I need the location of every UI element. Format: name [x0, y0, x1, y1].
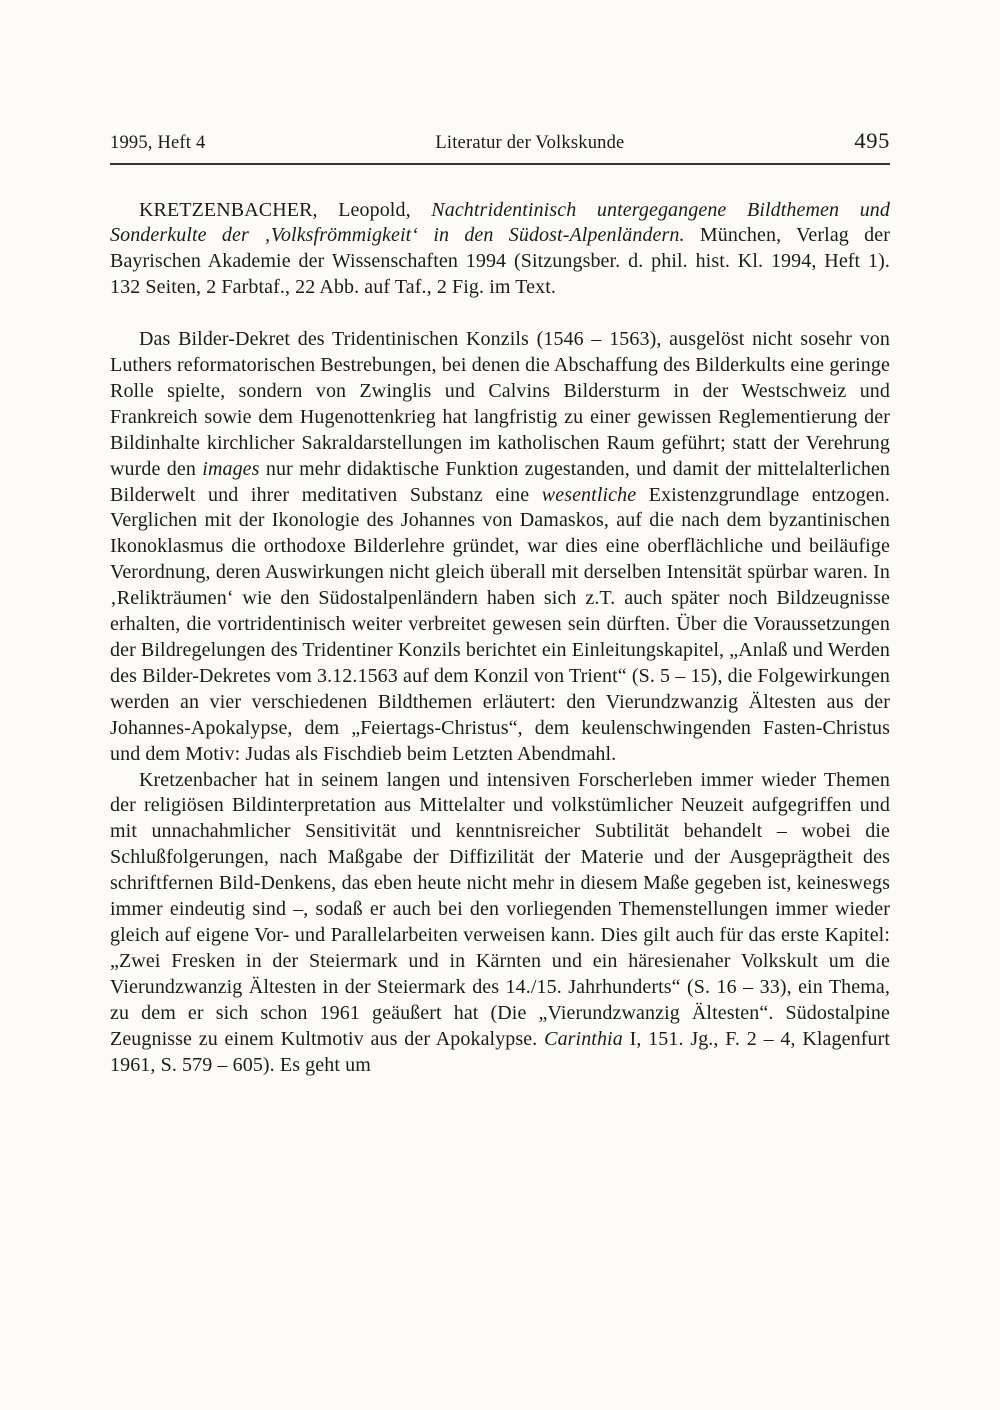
- review-text-block: [110, 198, 890, 1079]
- header-rule: [110, 163, 890, 165]
- text-run: München, Verlag der Bayrischen Akademie der Wissenschaften 1994 (Sitzungsber. d. phil. hist. Kl. 1994, Heft 1). 132 Seiten, 2 Farbtaf., 22 Abb. auf Taf., 2 Fig. im Text.: [110, 224, 890, 299]
- review-body-paragraph-2: [110, 768, 890, 1079]
- page-content: [110, 130, 890, 1078]
- text-run: Existenzgrundlage entzogen. Verglichen mit der Ikonologie des Johannes von Damaskos, auf die nach dem byzantinischen Ikonoklasmus die orthodoxe Bilderlehre gründet, war dies eine oberflächliche und beiläufige Verordnung, deren Auswirkungen nicht gleich überall mit derselben Intensität spürbar waren. In ‚Relikträumen‘ wie den Südostalpenländern haben sich z.T. auch später noch Bildzeugnisse erhalten, die vortridentinisch weiter verbreitet gewesen sein dürften. Über die Voraussetzungen der Bildregelungen des Tridentiner Konzils berichtet ein Einleitungskapitel, „Anlaß und Werden des Bilder-Dekretes vom 3.12.1563 auf dem Konzil von Trient“ (S. 5 – 15), die Folgewirkungen werden an vier verschiedenen Bildthemen erläutert: den Vierundzwanzig Ältesten aus der Johannes-Apokalypse, dem „Feiertags-Christus“, dem keulenschwingenden Fasten-Christus und dem Motiv: Judas als Fischdieb beim Letzten Abendmahl.: [110, 483, 891, 765]
- review-body-paragraph-1: [110, 327, 890, 767]
- journal-section-title: Literatur der Volkskunde: [435, 133, 625, 153]
- italic-text-run: Nachtridentinisch untergegangene Bildthemen und Sonderkulte der ‚Volksfrömmigkeit‘ in den Südost-Alpenländern.: [110, 198, 890, 247]
- bibliography-paragraph: [110, 198, 890, 302]
- running-header: [110, 130, 890, 153]
- text-run: nur mehr didaktische Funktion zugestanden, und damit der mittelalterlichen Bilderwelt und ihrer meditativen Substanz eine: [110, 457, 890, 506]
- italic-text-run: Carinthia: [544, 1027, 623, 1050]
- italic-text-run: images: [202, 457, 260, 480]
- text-run: Kretzenbacher hat in seinem langen und intensiven Forscherleben immer wieder Themen der religiösen Bildinterpretation aus Mittelalter und volkstümlicher Neuzeit aufgegriffen und mit unnachahmlicher Sensitivität und kenntnisreicher Subtilität behandelt – wobei die Schlußfolgerungen, nach Maßgabe der Diffizilität der Materie und der Ausgeprägtheit des schriftfernen Bild-Denkens, das eben heute nicht mehr in diesem Maße gegeben ist, keineswegs immer eindeutig sind –, sodaß er auch bei den vorliegenden Themenstellungen immer wieder gleich auf eigene Vor- und Parallelarbeiten verweisen kann. Dies gilt auch für das erste Kapitel: „Zwei Fresken in der Steiermark und in Kärnten und ein häresienaher Volkskult um die Vierundzwanzig Ältesten in der Steiermark des 14./15. Jahrhunderts“ (S. 16 – 33), ein Thema, zu dem er sich schon 1961 geäußert hat (Die „Vierundzwanzig Ältesten“. Südostalpine Zeugnisse zu einem Kultmotiv aus der Apokalypse.: [110, 768, 890, 1050]
- text-run: Das Bilder-Dekret des Tridentinischen Konzils (1546 – 1563), ausgelöst nicht sosehr von Luthers reformatorischen Bestrebungen, bei denen die Abschaffung des Bilderkults eine geringe Rolle spielte, sondern von Zwinglis und Calvins Bildersturm in der Westschweiz und Frankreich sowie dem Hugenottenkrieg hat langfristig zu einer gewissen Reglementierung der Bildinhalte kirchlicher Sakraldarstellungen im katholischen Raum geführt; statt der Verehrung wurde den: [110, 328, 890, 480]
- text-run: KRETZENBACHER, Leopold,: [139, 198, 432, 221]
- italic-text-run: wesentliche: [541, 483, 637, 506]
- page-number: 495: [854, 128, 890, 153]
- journal-issue: 1995, Heft 4: [110, 133, 206, 153]
- text-run: I, 151. Jg., F. 2 – 4, Klagenfurt 1961, S. 579 – 605). Es geht um: [110, 1027, 890, 1076]
